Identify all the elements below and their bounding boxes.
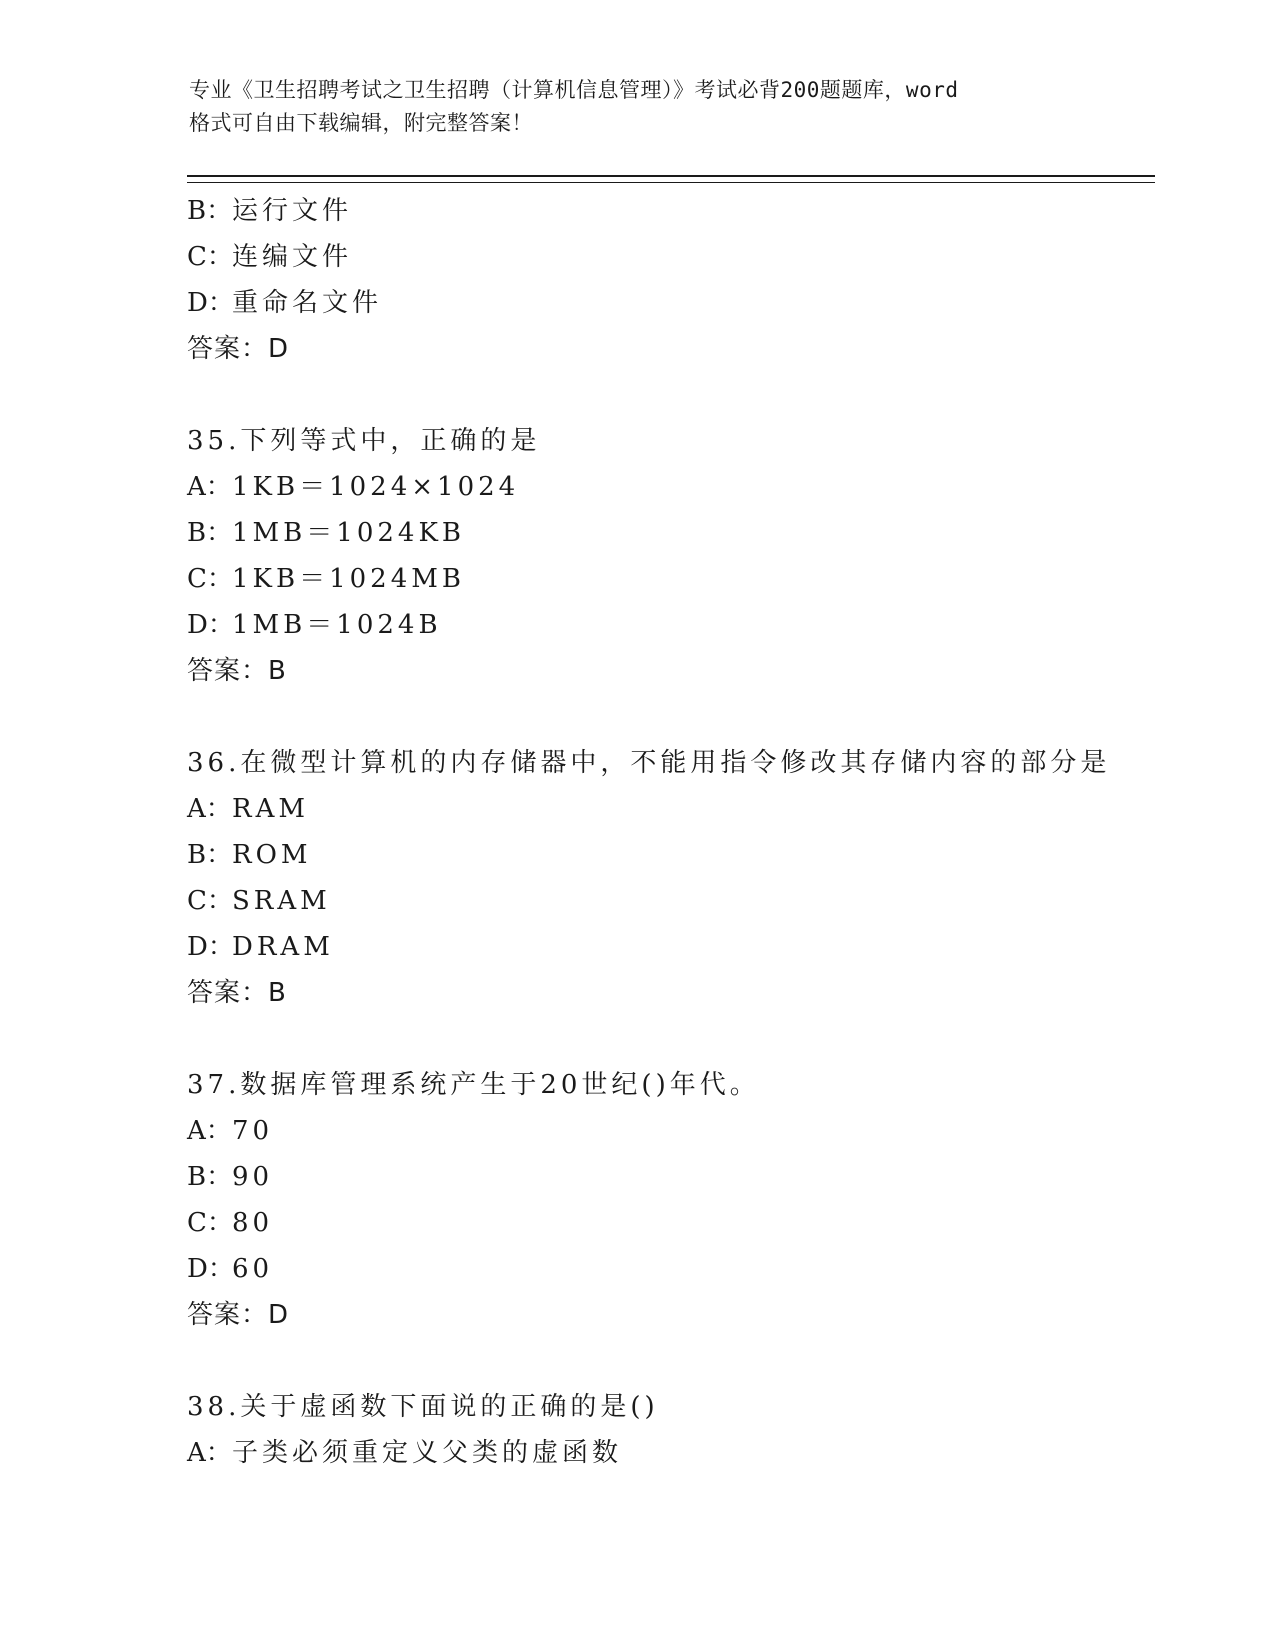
question-stem: 38.关于虚函数下面说的正确的是() — [187, 1392, 659, 1422]
option-a — [187, 464, 1187, 510]
option-key: D： — [187, 288, 234, 318]
header-title-line-1: 专业《卫生招聘考试之卫生招聘（计算机信息管理）》考试必背200题题库，word — [189, 78, 959, 102]
option-d — [187, 280, 1187, 326]
option-text: 1MB＝1024KB — [232, 518, 465, 548]
option-key: B： — [187, 1162, 233, 1192]
option-key: B： — [187, 518, 233, 548]
option-b — [187, 188, 1187, 234]
option-c — [187, 556, 1187, 602]
option-text: 60 — [232, 1254, 274, 1284]
question-stem: 35.下列等式中，正确的是 — [187, 426, 541, 456]
option-key: C： — [187, 242, 233, 272]
option-text: 1KB＝1024MB — [232, 564, 465, 594]
answer-line: 答案：D — [187, 1300, 290, 1330]
spacer — [187, 694, 1187, 740]
option-text: SRAM — [232, 886, 331, 916]
question-stem: 37.数据库管理系统产生于20世纪()年代。 — [187, 1070, 760, 1100]
option-key: D： — [187, 1254, 234, 1284]
option-text: 运行文件 — [232, 196, 353, 226]
option-key: A： — [187, 1116, 232, 1146]
option-text: 80 — [232, 1208, 274, 1238]
option-text: ROM — [232, 840, 312, 870]
option-d — [187, 602, 1187, 648]
option-key: A： — [187, 472, 232, 502]
spacer — [187, 1338, 1187, 1384]
option-text: RAM — [232, 794, 309, 824]
option-text: 连编文件 — [232, 242, 353, 272]
spacer — [187, 1016, 1187, 1062]
option-key: C： — [187, 886, 233, 916]
option-text: 70 — [232, 1116, 274, 1146]
option-key: D： — [187, 932, 234, 962]
question-stem: 36.在微型计算机的内存储器中，不能用指令修改其存储内容的部分是 — [187, 748, 1111, 778]
option-a — [187, 1108, 1187, 1154]
option-d — [187, 1246, 1187, 1292]
option-a — [187, 1430, 1187, 1476]
answer-line: 答案：B — [187, 656, 287, 686]
document-header — [189, 74, 1089, 140]
option-a — [187, 786, 1187, 832]
option-text: 子类必须重定义父类的虚函数 — [232, 1438, 623, 1468]
option-c — [187, 878, 1187, 924]
option-key: C： — [187, 1208, 233, 1238]
option-text: 1MB＝1024B — [232, 610, 442, 640]
option-key: D： — [187, 610, 234, 640]
option-key: B： — [187, 840, 233, 870]
header-divider — [187, 175, 1155, 183]
option-key: B： — [187, 196, 233, 226]
option-text: 重命名文件 — [232, 288, 383, 318]
option-text: 90 — [232, 1162, 274, 1192]
option-b — [187, 1154, 1187, 1200]
option-key: C： — [187, 564, 233, 594]
option-text: DRAM — [232, 932, 334, 962]
option-key: A： — [187, 1438, 232, 1468]
answer-line: 答案：D — [187, 334, 290, 364]
option-text: 1KB＝1024×1024 — [232, 472, 520, 502]
spacer — [187, 372, 1187, 418]
option-b — [187, 832, 1187, 878]
option-d — [187, 924, 1187, 970]
answer-line: 答案：B — [187, 978, 287, 1008]
option-key: A： — [187, 794, 232, 824]
question-list — [187, 188, 1187, 1476]
option-c — [187, 1200, 1187, 1246]
option-c — [187, 234, 1187, 280]
header-title-line-2: 格式可自由下载编辑，附完整答案！ — [189, 111, 533, 135]
option-b — [187, 510, 1187, 556]
